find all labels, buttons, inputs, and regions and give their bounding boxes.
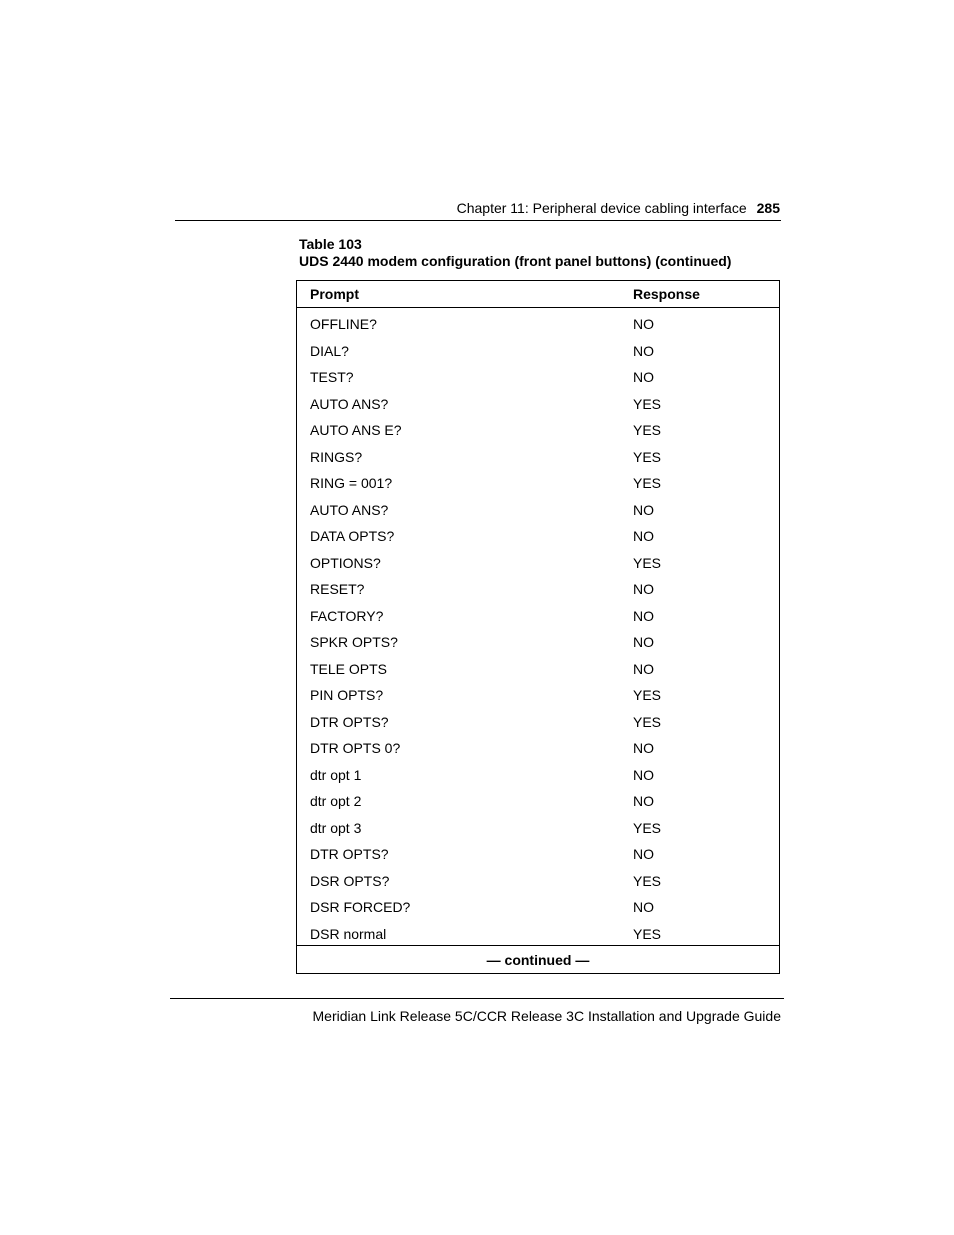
prompt-cell: DSR OPTS? [310,872,390,889]
response-cell: YES [633,713,662,730]
footer-divider [170,998,784,999]
prompt-cell: AUTO ANS E? [310,422,402,438]
prompt-cell: DTR OPTS? [310,846,389,862]
prompt-cell: TELE OPTS [310,660,388,677]
response-cell: NO [633,634,654,650]
table-row [297,683,779,710]
table-row [297,710,779,737]
prompt-cell: RING = 001? [310,475,393,491]
prompt-cell: OPTIONS? [310,554,381,571]
table-row [297,551,779,578]
prompt-cell: dtr opt 3 [310,819,362,836]
response-cell: YES [633,395,662,412]
page-number: 285 [756,200,780,216]
prompt-cell: DATA OPTS? [310,528,395,544]
prompt-cell: OFFLINE? [310,316,377,332]
response-cell: YES [633,687,662,703]
table-row [297,365,779,392]
prompt-cell: PIN OPTS? [310,687,384,703]
prompt-cell: AUTO ANS? [310,501,389,518]
table-row [297,895,779,922]
table-row [297,339,779,366]
response-cell: NO [633,369,654,385]
table-row [297,524,779,551]
response-cell: YES [633,554,662,571]
prompt-cell: RESET? [310,581,365,597]
response-cell: NO [633,660,654,677]
response-cell: NO [633,899,654,915]
table-row [297,445,779,472]
table-row [297,763,779,790]
response-cell: YES [633,448,662,465]
table-row [297,736,779,763]
prompt-cell: SPKR OPTS? [310,634,398,650]
header-divider [175,220,781,221]
running-header [175,199,780,217]
prompt-cell: DIAL? [310,342,349,359]
prompt-cell: dtr opt 1 [310,766,362,783]
prompt-cell: AUTO ANS? [310,395,389,412]
response-cell: NO [633,793,654,809]
table-caption [299,236,731,270]
prompt-cell: dtr opt 2 [310,793,362,809]
chapter-title: Chapter 11: Peripheral device cabling interface [456,200,747,216]
response-cell: NO [633,846,654,862]
column-header-prompt: Prompt [310,286,359,302]
prompt-cell: FACTORY? [310,607,384,624]
table-row [297,577,779,604]
table-row [297,657,779,684]
table-row [297,312,779,339]
response-cell: NO [633,528,654,544]
table-row [297,842,779,869]
table-row [297,789,779,816]
config-table [296,280,780,974]
response-cell: YES [633,422,662,438]
response-cell: YES [633,819,662,836]
table-body [297,312,779,948]
table-row [297,418,779,445]
table-row [297,816,779,843]
table-row [297,630,779,657]
table-row [297,604,779,631]
response-cell: NO [633,316,654,332]
table-row [297,392,779,419]
table-number: Table 103 [299,236,362,252]
response-cell: NO [633,766,654,783]
table-row [297,498,779,525]
response-cell: YES [633,925,662,942]
prompt-cell: RINGS? [310,448,363,465]
column-header-response: Response [633,286,700,302]
prompt-cell: DTR OPTS 0? [310,740,401,756]
response-cell: NO [633,740,654,756]
document-title: Meridian Link Release 5C/CCR Release 3C Installation and Upgrade Guide [312,1008,781,1024]
table-header-row [297,281,779,308]
response-cell: NO [633,581,654,597]
prompt-cell: DTR OPTS? [310,713,389,730]
response-cell: NO [633,607,654,624]
table-title: UDS 2440 modem configuration (front panel buttons) (continued) [299,253,732,269]
response-cell: NO [633,342,654,359]
response-cell: YES [633,475,662,491]
response-cell: YES [633,872,662,889]
prompt-cell: DSR normal [310,925,387,942]
prompt-cell: DSR FORCED? [310,899,411,915]
table-continued-note: — continued — [297,945,779,974]
prompt-cell: TEST? [310,369,354,385]
table-row [297,869,779,896]
table-row [297,471,779,498]
response-cell: NO [633,501,654,518]
